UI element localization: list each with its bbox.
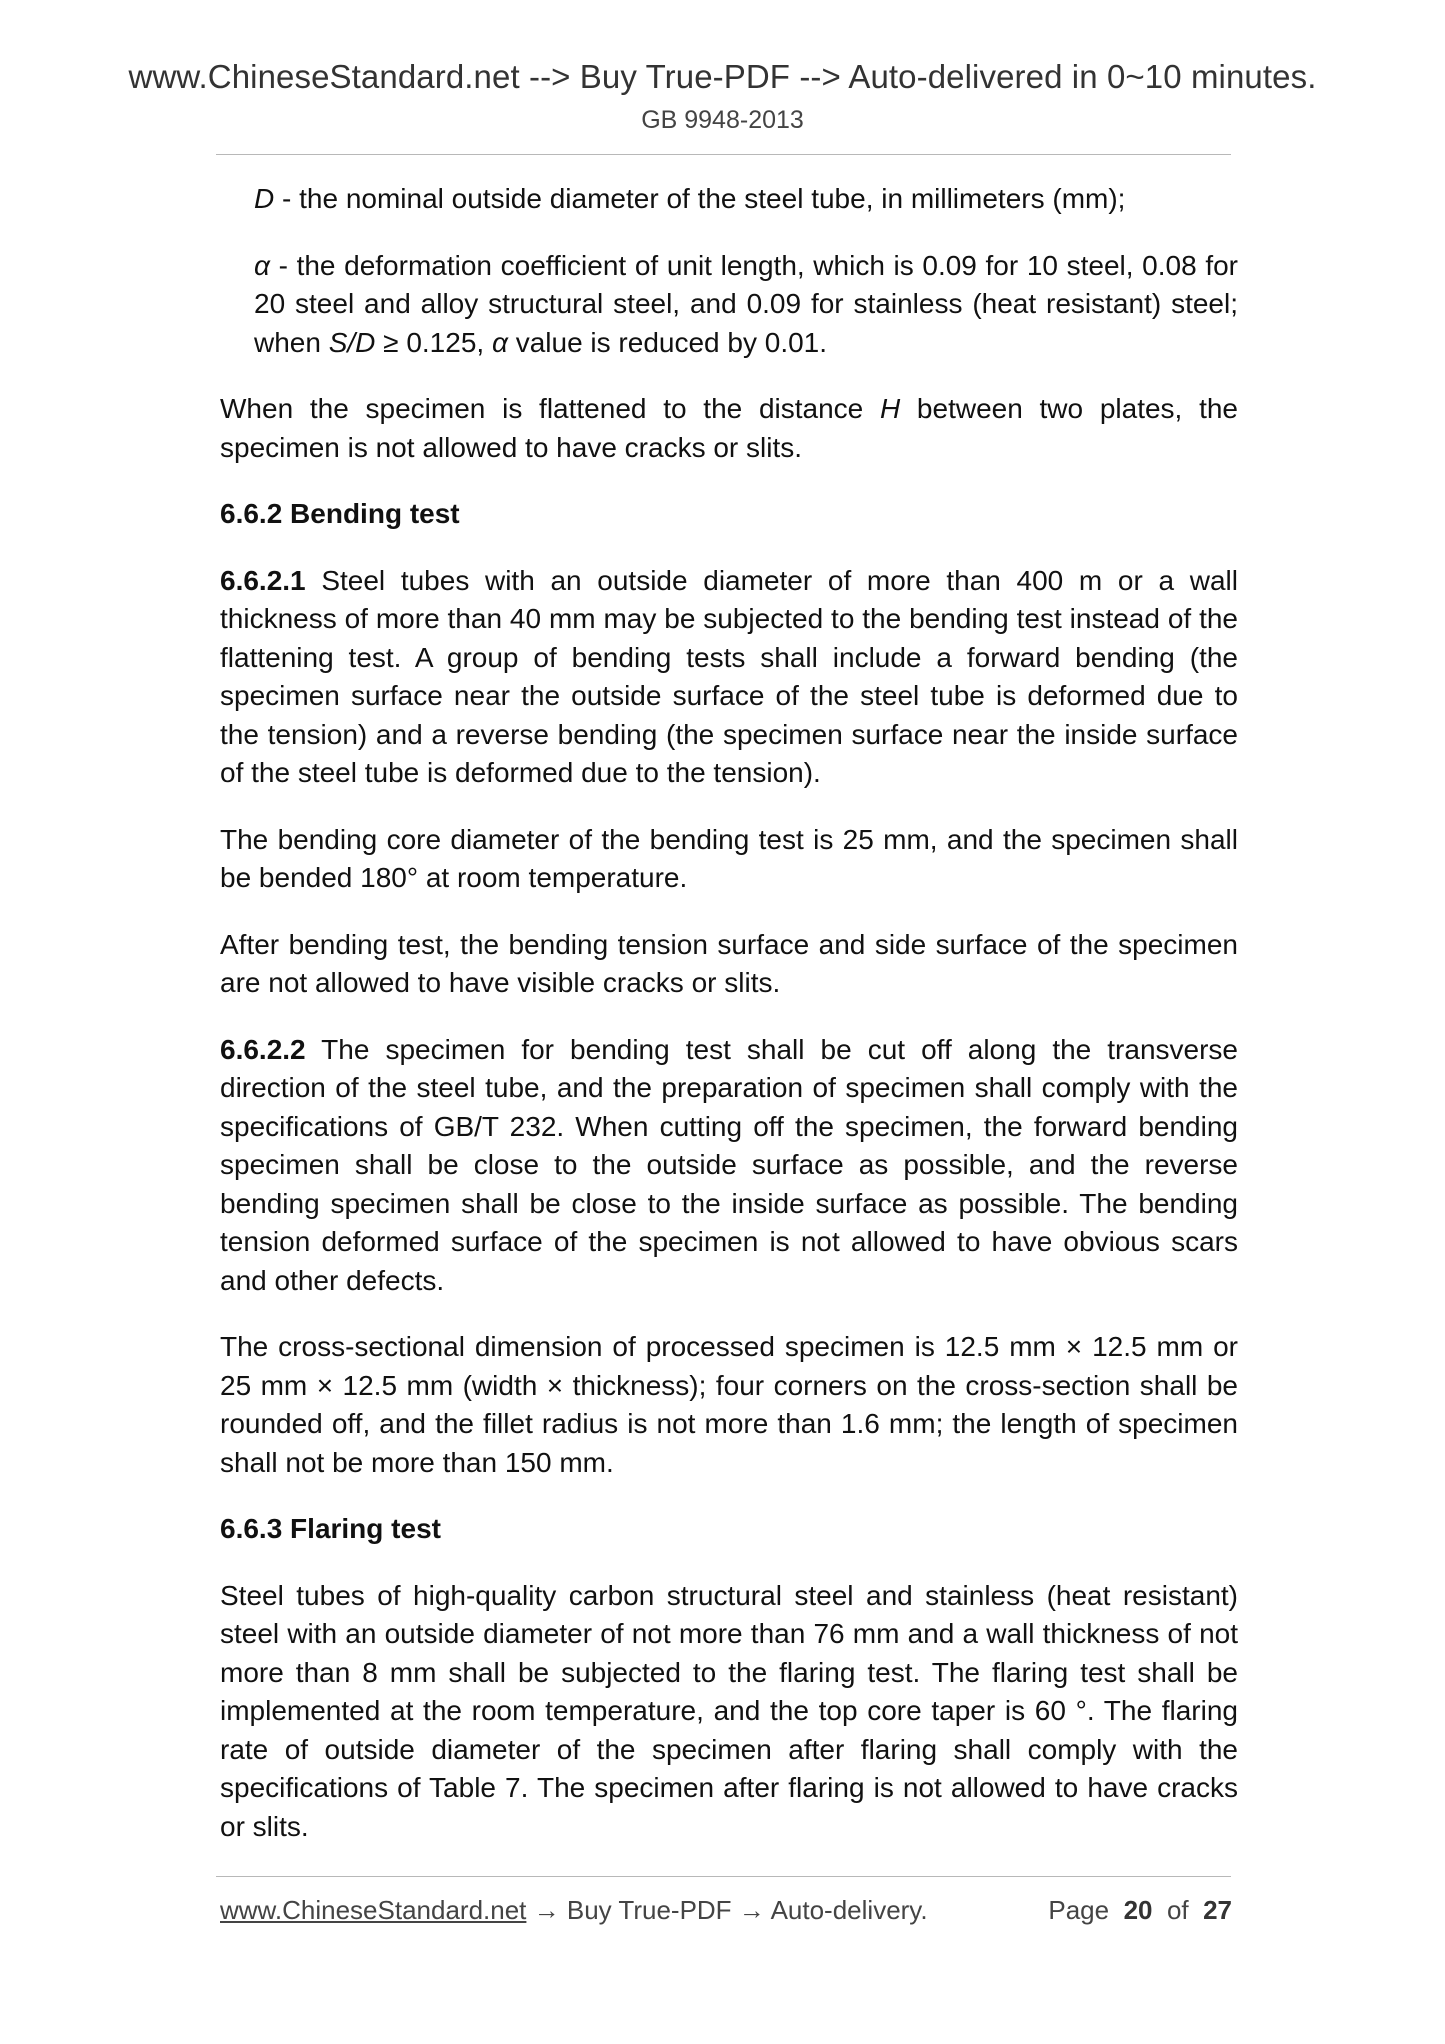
- footer-divider: [216, 1876, 1231, 1877]
- definition-alpha-text-2: ≥ 0.125,: [375, 326, 492, 358]
- clause-text-6-6-2-1: Steel tubes with an outside diameter of more than 400 m or a wall thickness of more than 40 mm may be subjected to the bending test instead of the flattening test. A group of bending tests shall include a forward bending (the specimen surface near the outside surface of the steel tube is deformed due to the tension) and a reverse bending (the specimen surface near the inside surface of the steel tube is deformed due to the tension).: [220, 564, 1238, 788]
- definition-d-text: - the nominal outside diameter of the steel tube, in millimeters (mm);: [274, 183, 1126, 214]
- flattening-text-2: between two plates, the specimen is not allowed to have cracks or slits.: [220, 393, 1238, 463]
- page-number-indicator: [1048, 1893, 1232, 1927]
- flaring-paragraph: Steel tubes of high-quality carbon structural steel and stainless (heat resistant) steel with an outside diameter of not more than 76 mm and a wall thickness of not more than 8 mm shall be subjected to the flaring test. The flaring test shall be implemented at the room temperature, and the top core taper is 60 °. The flaring rate of outside diameter of the specimen after flaring shall comply with the specifications of Table 7. The specimen after flaring is not allowed to have cracks or slits.: [220, 1579, 1238, 1842]
- symbol-h: H: [879, 393, 901, 424]
- total-pages: 27: [1203, 1895, 1232, 1925]
- of-label: of: [1166, 1895, 1189, 1925]
- symbol-alpha-2: α: [491, 326, 508, 358]
- definition-alpha-text: - the deformation coefficient of unit length, which is 0.09 for 10 steel, 0.08 for 20 steel and alloy structural steel, and 0.09 for stainless (heat resistant) steel; when: [254, 249, 1238, 358]
- paragraph-6-6-2-1: [220, 562, 1238, 793]
- document-body: [220, 180, 1238, 1874]
- section-heading-6-6-2: 6.6.2 Bending test: [220, 498, 460, 529]
- header-banner: www.ChineseStandard.net --> Buy True-PDF --> Auto-delivered in 0~10 minutes.: [128, 58, 1317, 95]
- page-label: Page: [1048, 1895, 1110, 1925]
- definition-alpha: [254, 247, 1238, 363]
- symbol-sd: S/D: [328, 326, 376, 358]
- footer-tagline: → Buy True-PDF → Auto-delivery.: [526, 1895, 928, 1925]
- flattening-paragraph: [220, 390, 1238, 467]
- bending-core-paragraph: The bending core diameter of the bending test is 25 mm, and the specimen shall be bended 180° at room temperature.: [220, 823, 1238, 893]
- footer-left: [220, 1893, 928, 1927]
- current-page-number: 20: [1123, 1895, 1153, 1925]
- clause-number-6-6-2-2: 6.6.2.2: [220, 1033, 306, 1065]
- after-bending-paragraph: After bending test, the bending tension surface and side surface of the specimen are not allowed to have visible cracks or slits.: [220, 928, 1238, 998]
- cross-section-paragraph: The cross-sectional dimension of processed specimen is 12.5 mm × 12.5 mm or 25 mm × 12.5 mm (width × thickness); four corners on the cross-section shall be rounded off, and the fillet radius is not more than 1.6 mm; the length of specimen shall not be more than 150 mm.: [220, 1331, 1238, 1478]
- footer-site-link[interactable]: www.ChineseStandard.net: [220, 1895, 527, 1925]
- definition-alpha-text-3: value is reduced by 0.01.: [507, 326, 828, 358]
- flattening-text: When the specimen is flattened to the distance: [220, 393, 880, 424]
- page-header: [0, 56, 1445, 136]
- symbol-d: D: [254, 183, 275, 214]
- section-heading-6-6-3: 6.6.3 Flaring test: [220, 1513, 441, 1544]
- clause-number-6-6-2-1: 6.6.2.1: [220, 564, 306, 596]
- symbol-alpha: α: [254, 249, 270, 281]
- clause-text-6-6-2-2: The specimen for bending test shall be cut off along the transverse direction of the steel tube, and the preparation of specimen shall comply with the specifications of GB/T 232. When cutting off the specimen, the forward bending specimen shall be close to the outside surface as possible, and the reverse bending specimen shall be close to the inside surface as possible. The bending tension deformed surface of the specimen is not allowed to have obvious scars and other defects.: [220, 1033, 1238, 1296]
- definition-d: [254, 180, 1238, 219]
- header-divider: [216, 154, 1231, 155]
- paragraph-6-6-2-2: [220, 1031, 1238, 1301]
- standard-code: GB 9948-2013: [641, 106, 804, 134]
